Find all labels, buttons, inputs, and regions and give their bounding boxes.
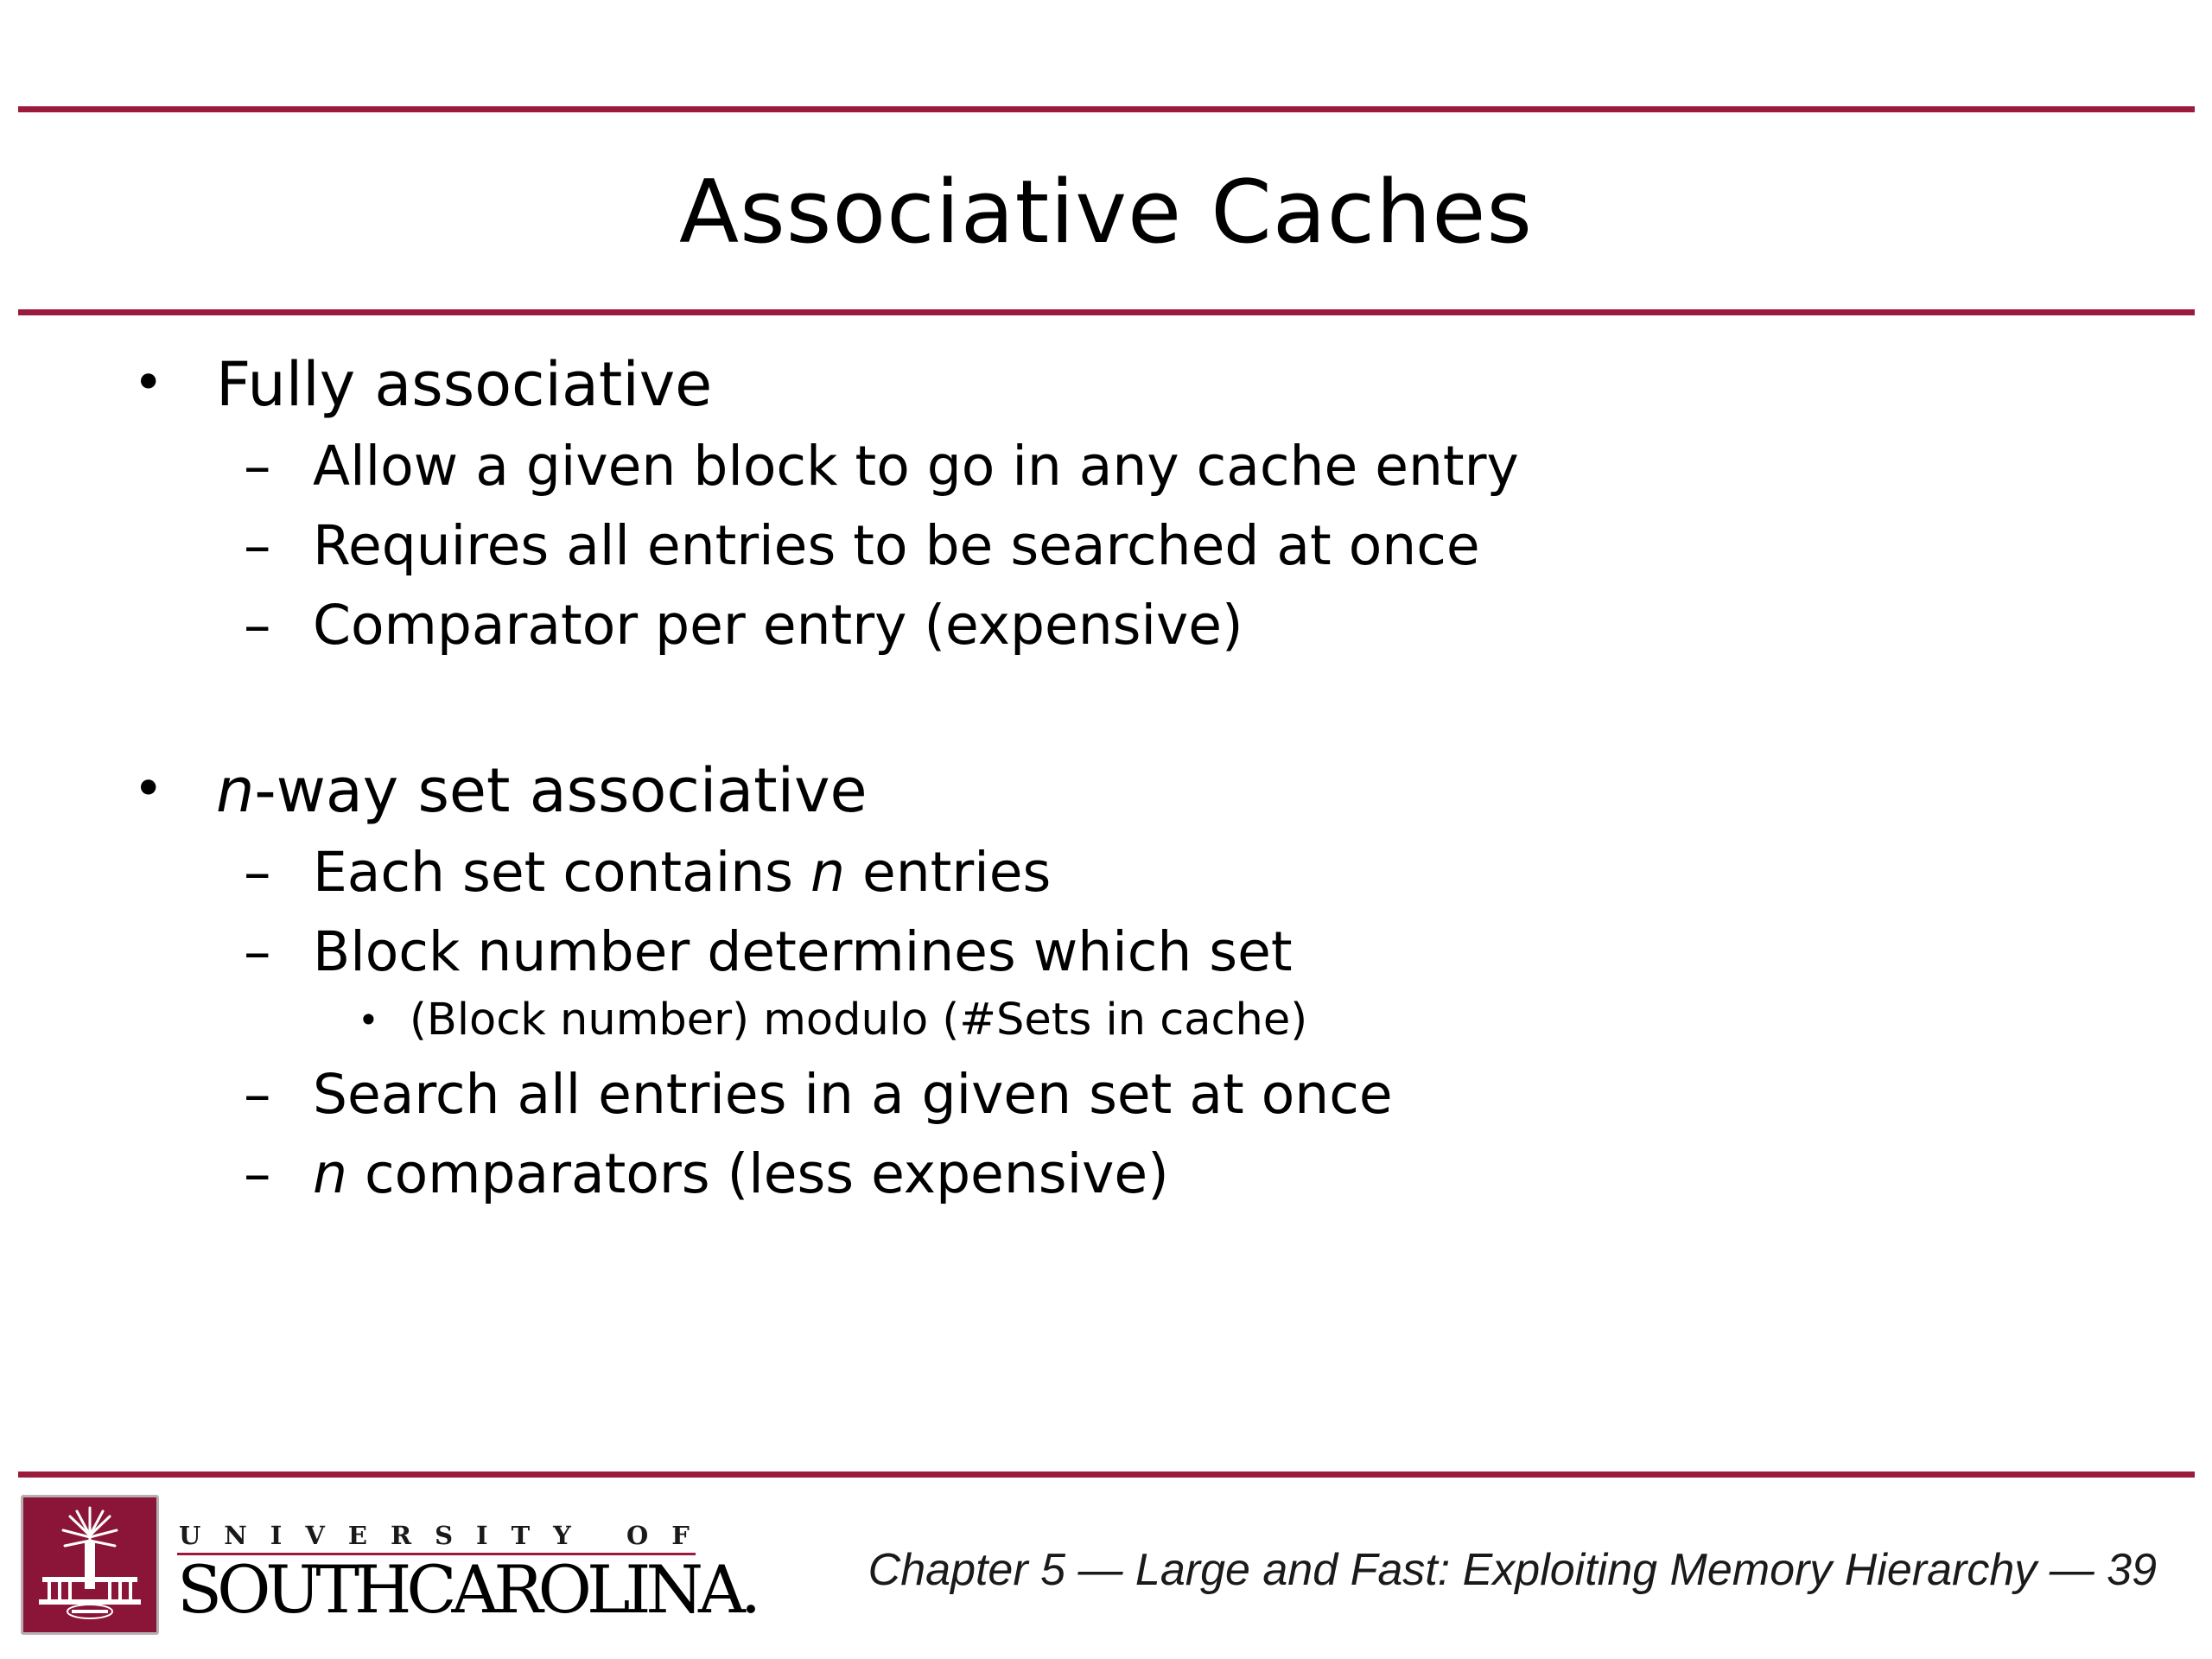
bullet-fully-associative <box>133 348 713 421</box>
sub-item-text: Block number determines which set <box>313 920 1293 983</box>
top-rule <box>18 106 2195 112</box>
sub-item <box>244 919 1293 985</box>
title-rule <box>18 309 2195 315</box>
sub-item-italic: n <box>810 841 845 904</box>
footer-caption: Chapter 5 — Large and Fast: Exploiting Memory Hierarchy — 39 <box>868 1545 2157 1595</box>
bullet-marker: • <box>133 353 164 413</box>
bullet-italic-prefix: n <box>216 755 255 826</box>
dash-marker: – <box>244 594 271 657</box>
sub-item <box>244 1141 1169 1207</box>
sub-item <box>244 1062 1393 1128</box>
small-bullet-marker: • <box>358 999 379 1041</box>
sub-sub-item <box>358 994 1308 1047</box>
sub-item-text-before: Each set contains <box>313 841 811 904</box>
logo-south-carolina-wordmark: SOUTHCAROLINA. <box>177 1551 756 1628</box>
sub-item <box>244 593 1243 658</box>
sub-item-text: Allow a given block to go in any cache entry <box>313 435 1519 498</box>
bullet-text: Fully associative <box>216 349 713 420</box>
logo-university-word: UNIVERSITY OF <box>179 1521 713 1550</box>
palmetto-tree-seal-graphic <box>23 1497 156 1632</box>
sub-item-text: Requires all entries to be searched at once <box>313 514 1480 577</box>
sub-item <box>244 513 1480 579</box>
palmetto-tree-seal-icon <box>21 1495 159 1635</box>
bullet-text: -way set associative <box>254 755 868 826</box>
sub-item-text-after: entries <box>844 841 1052 904</box>
sub-item <box>244 840 1052 906</box>
dash-marker: – <box>244 920 271 983</box>
dash-marker: – <box>244 1142 271 1205</box>
sub-item-italic: n <box>313 1142 347 1205</box>
sub-item-text: Comparator per entry (expensive) <box>313 594 1243 657</box>
dash-marker: – <box>244 435 271 498</box>
sub-item-text: Search all entries in a given set at once <box>313 1063 1393 1126</box>
sub-item <box>244 434 1519 499</box>
slide-title: Associative Caches <box>678 161 1533 263</box>
dash-marker: – <box>244 1063 271 1126</box>
bullet-n-way-set-associative <box>133 754 868 827</box>
sub-sub-item-text: (Block number) modulo (#Sets in cache) <box>410 995 1308 1046</box>
dash-marker: – <box>244 841 271 904</box>
bullet-marker: • <box>133 759 164 819</box>
dash-marker: – <box>244 514 271 577</box>
sub-item-text-after: comparators (less expensive) <box>346 1142 1169 1205</box>
footer-rule <box>18 1471 2195 1478</box>
